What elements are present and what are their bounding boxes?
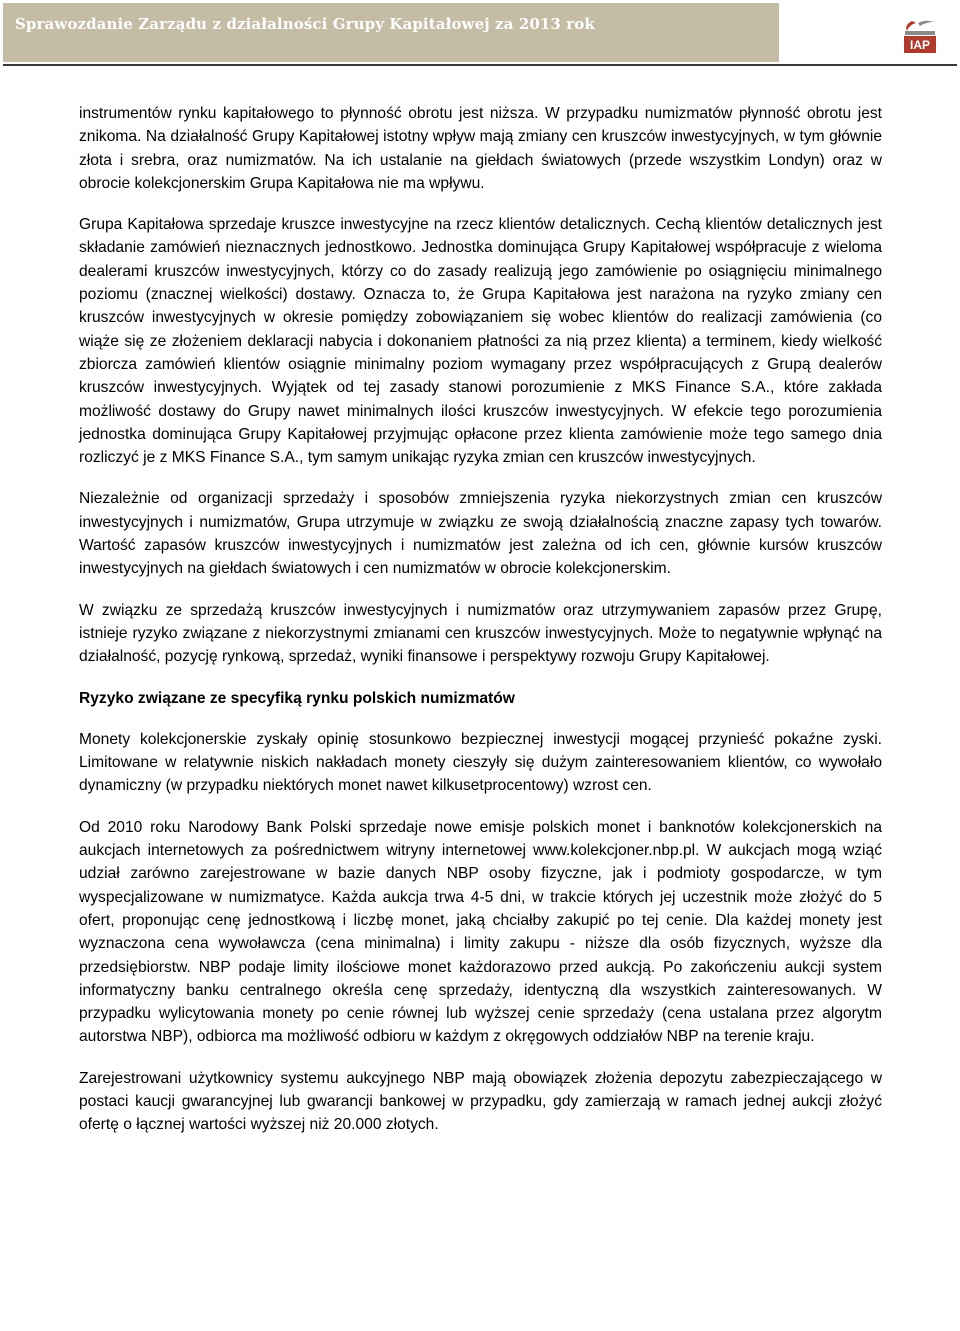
paragraph: instrumentów rynku kapitałowego to płynność obrotu jest niższa. W przypadku numizmatów płynność obrotu jest znikoma. Na działalność Grupy Kapitałowej istotny wpływ mają zmiany cen kruszców inwestycyjnych, w tym głównie złota i srebra, oraz numizmatów. Na ich ustalanie na giełdach światowych (przede wszystkim Londyn) oraz w obrocie kolekcjonerskim Grupa Kapitałowa nie ma wpływu. [79,105,882,192]
header-title: Sprawozdanie Zarządu z działalności Grupy Kapitałowej za 2013 rok [15,15,595,33]
paragraph: Grupa Kapitałowa sprzedaje kruszce inwestycyjne na rzecz klientów detalicznych. Cechą klientów detalicznych jest składanie zamówień nieznacznych jednostkowo. Jednostka dominująca Grupy Kapitałowej współpracuje z wieloma dealerami kruszców inwestycyjnych, którzy co do zasady realizują jego zamówienie po osiągnięciu minimalnego poziomu (znacznej wielkości) dostawy. Oznacza to, że Grupa Kapitałowa jest narażona na ryzyko zmiany cen kruszców inwestycyjnych w okresie pomiędzy zobowiązaniem się wobec klientów do realizacji zamówienia (co wiąże się ze złożeniem deklaracji nabycia i dokonaniem płatności za nią przez klienta) a terminem, kiedy wielkość zbiorcza zamówień klientów osiągnie minimalny poziom wymagany przez współpracujących z Grupą dealerów kruszców inwestycyjnych. Wyjątek od tej zasady stanowi porozumienie z MKS Finance S.A., które zakłada możliwość dostawy do Grupy nawet minimalnych ilości kruszców inwestycyjnych. W efekcie tego porozumienia jednostka dominująca Grupy Kapitałowej przyjmując opłacone przez klienta zamówienie może tego samego dnia rozliczyć je z MKS Finance S.A., tym samym unikając ryzyka zmian cen kruszców inwestycyjnych. [79,216,882,467]
paragraph: Od 2010 roku Narodowy Bank Polski sprzedaje nowe emisje polskich monet i banknotów kolekcjonerskich na aukcjach internetowych za pośrednictwem witryny internetowej www.kolekcjoner.nbp.pl. W aukcjach mogą wziąć udział zarówno zarejestrowane w bazie danych NBP osoby fizyczne, jak i podmioty gospodarcze, w tym wyspecjalizowane w numizmatyce. Każda aukcja trwa 4-5 dni, w trakcie których jej uczestnik może złożyć do 5 ofert, proponując cenę jednostkową i liczbę monet, jaką chciałby zakupić po tej cenie. Dla każdej monety jest wyznaczona cena wywoławcza (cena minimalna) i limity zakupu - niższe dla osób fizycznych, wyższe dla przedsiębiorstw. NBP podaje limity ilościowe monet każdorazowo przed aukcją. Po zakończeniu aukcji system informatyczny banku centralnego określa cenę sprzedaży, identyczną dla wszystkich zainteresowanych. W przypadku wylicytowania monety po cenie równej lub wyższej cenie sprzedaży (cena ustalana przez algorytm autorstwa NBP), odbiorca ma możliwość odbioru w każdym z okręgowych oddziałów NBP na terenie kraju. [79,818,882,1046]
paragraph: Zarejestrowani użytkownicy systemu aukcyjnego NBP mają obowiązek złożenia depozytu zabezpieczającego w postaci kaucji gwarancyjnej lub gwarancji bankowej w przypadku, gdy zamierzają w ramach jednej aukcji złożyć ofertę o łącznej wartości wyższej niż 20.000 złotych. [79,1069,882,1134]
iap-logo-icon [898,10,942,56]
svg-text:IAP: IAP [909,38,931,52]
header-band [3,3,779,62]
paragraph: Niezależnie od organizacji sprzedaży i sposobów zmniejszenia ryzyka niekorzystnych zmian cen kruszców inwestycyjnych i numizmatów, Grupa utrzymuje w związku ze swoją działalnością znaczne zapasy tych towarów. Wartość zapasów kruszców inwestycyjnych i numizmatów jest zależna od ich cen, głównie kursów kruszców inwestycyjnych na giełdach światowych i cen numizmatów w obrocie kolekcjonerskim. [79,490,882,578]
document-body [79,102,882,1137]
paragraph: Monety kolekcjonerskie zyskały opinię stosunkowo bezpiecznej inwestycji mogącej przynieść pokaźne zyski. Limitowane w relatywnie niskich nakładach monety cieszyły się dużym zainteresowaniem klientów, co wywołało dynamiczny (w przypadku niektórych monet nawet kilkusetprocentowy) wzrost cen. [79,730,882,795]
page-header [0,0,960,68]
paragraph: W związku ze sprzedażą kruszców inwestycyjnych i numizmatów oraz utrzymywaniem zapasów przez Grupę, istnieje ryzyko związane z niekorzystnymi zmianami cen kruszców inwestycyjnych. Może to negatywnie wpłynąć na działalność, pozycję rynkową, sprzedaż, wyniki finansowe i perspektywy rozwoju Grupy Kapitałowej. [79,601,882,666]
header-rule [3,64,957,66]
section-heading: Ryzyko związane ze specyfiką rynku polskich numizmatów [79,689,515,707]
